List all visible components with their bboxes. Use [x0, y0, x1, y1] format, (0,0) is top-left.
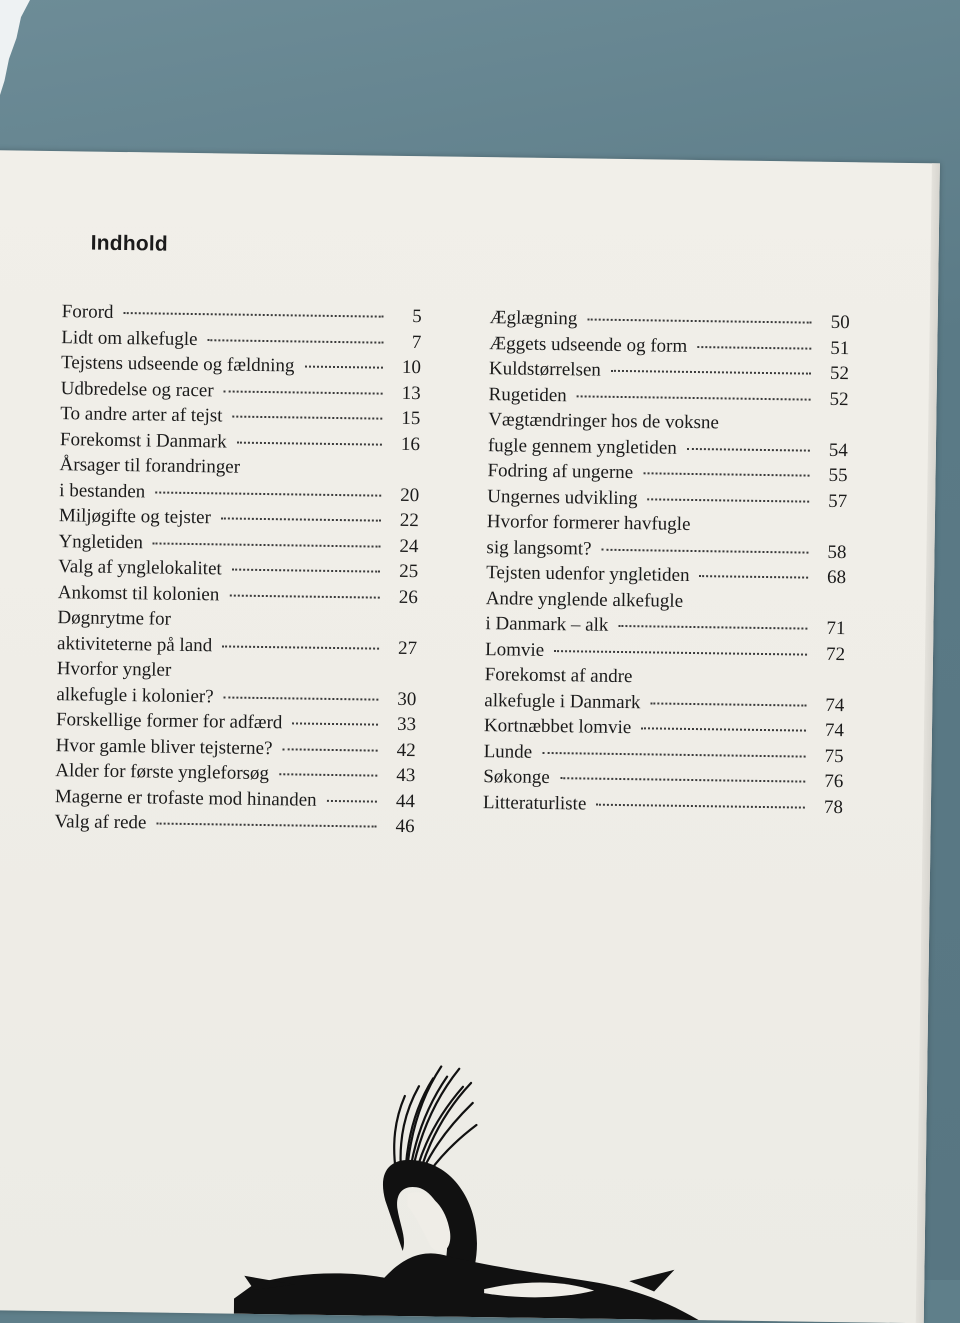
toc-entry-title: Søkonge: [483, 766, 550, 789]
toc-entry-title: Tejsten udenfor yngletiden: [486, 562, 690, 586]
dot-leader: [237, 441, 382, 445]
toc-entry-line: [483, 790, 843, 821]
toc-page-number: 46: [395, 815, 415, 838]
toc-page-number: 55: [828, 464, 848, 487]
toc-entry-title: Æglægning: [489, 307, 578, 330]
toc-left-column: [54, 299, 421, 839]
toc-page-number: 78: [823, 796, 844, 818]
toc-entry-title: Yngletiden: [58, 530, 144, 553]
toc-entry-title-line: Andre ynglende alkefugle: [485, 587, 684, 612]
toc-page-number: 76: [824, 770, 844, 793]
toc-entry-title: Ungernes udvikling: [487, 485, 638, 509]
dot-leader: [232, 416, 382, 420]
toc-entry-title: Fodring af ungerne: [487, 460, 634, 484]
toc-entry-title: Hvor gamle bliver tejsterne?: [55, 734, 273, 759]
dot-leader: [542, 751, 805, 757]
toc-page-number: 30: [397, 688, 417, 710]
toc-page-number: 33: [396, 713, 417, 736]
toc-entry-title: Tejstens udseende og fældning: [60, 352, 295, 377]
toc-entry-title: To andre arter af tejst: [60, 403, 223, 427]
toc-page-number: 27: [397, 637, 418, 659]
toc-page-number: 52: [829, 362, 850, 385]
black-guillemot-bird-icon: [234, 1014, 708, 1321]
page-title: Indhold: [90, 231, 169, 256]
toc-entry-title: Magerne er trofaste mod hinanden: [54, 785, 317, 811]
toc-entry-title: fugle gennem yngletiden: [487, 434, 677, 459]
toc-page-number: 68: [826, 566, 847, 589]
toc-page-number: 16: [400, 433, 421, 455]
toc-page-number: 44: [395, 790, 416, 812]
toc-page-number: 20: [400, 484, 420, 506]
toc-entry-title: i bestanden: [59, 479, 146, 502]
toc-page-number: 15: [401, 407, 421, 430]
toc-entry-title-line: Hvorfor formerer havfugle: [486, 511, 691, 535]
toc-entry: [54, 809, 414, 840]
dot-leader: [596, 803, 805, 808]
toc-page-number: 74: [825, 694, 845, 716]
toc-entry-title: aktiviteterne på land: [56, 632, 213, 656]
dot-leader: [156, 823, 376, 828]
dot-leader: [602, 548, 809, 553]
toc-entry: [488, 407, 849, 463]
toc-page-number: 72: [825, 643, 846, 665]
dot-leader: [560, 777, 806, 782]
toc-entry-title: alkefugle i Danmark: [484, 689, 641, 713]
toc-page-number: 58: [827, 541, 847, 563]
dot-leader: [699, 575, 808, 579]
toc-entry-title: Lunde: [483, 740, 533, 763]
toc-entry-title: Valg af ynglelokalitet: [58, 556, 222, 580]
toc-page-number: 43: [396, 764, 416, 787]
toc-entry-title: sig langsomt?: [486, 536, 592, 560]
dot-leader: [648, 498, 810, 502]
dot-leader: [697, 346, 811, 350]
toc-right-column: [483, 305, 850, 820]
toc-entry-title: alkefugle i kolonier?: [56, 683, 214, 707]
dot-leader: [304, 366, 383, 369]
toc-entry: [486, 509, 847, 565]
dot-leader: [208, 339, 384, 343]
toc-page-number: 54: [828, 439, 849, 461]
dot-leader: [155, 491, 381, 496]
dot-leader: [224, 390, 383, 394]
dot-leader: [554, 650, 807, 656]
toc-entry-title: Forord: [61, 301, 114, 323]
toc-entry-title: Ankomst til kolonien: [57, 581, 220, 605]
toc-page-number: 51: [830, 337, 850, 359]
toc-entry-title: Alder for første yngleforsøg: [55, 760, 270, 785]
toc-entry-title: i Danmark – alk: [485, 613, 609, 636]
toc-entry: [484, 662, 845, 718]
dot-leader: [224, 696, 379, 700]
dot-leader: [577, 395, 811, 400]
book-page: [0, 150, 940, 1323]
toc-entry: [57, 605, 418, 661]
dot-leader: [327, 799, 377, 802]
toc-page-number: 52: [829, 388, 849, 410]
toc-page-number: 10: [401, 356, 422, 379]
dot-leader: [153, 542, 381, 547]
toc-entry-title: Miljøgifte og tejster: [58, 505, 212, 529]
dot-leader: [292, 722, 378, 725]
toc-entry-title: Lidt om alkefugle: [61, 326, 198, 350]
toc-entry-title: Udbredelse og racer: [60, 377, 214, 401]
toc-entry: [59, 452, 420, 508]
toc-page-number: 13: [401, 382, 421, 404]
dot-leader: [643, 472, 809, 476]
dot-leader: [282, 748, 377, 751]
toc-entry: [483, 790, 843, 821]
toc-page-number: 50: [830, 311, 850, 334]
dot-leader: [650, 702, 806, 706]
dot-leader: [123, 312, 383, 318]
toc-page-number: 57: [828, 490, 848, 512]
toc-entry-title-line: Årsager til forandringer: [59, 454, 241, 478]
toc-entry-title: Lomvie: [484, 638, 545, 661]
toc-page-number: 26: [398, 586, 418, 608]
toc-entry-title: Kortnæbbet lomvie: [483, 715, 632, 739]
toc-page-number: 71: [826, 617, 846, 640]
toc-entry-title-line: Vægtændringer hos de voksne: [488, 409, 720, 434]
dot-leader: [641, 727, 806, 731]
dot-leader: [611, 370, 811, 375]
toc-page-number: 7: [411, 331, 422, 353]
toc-entry-title-line: Hvorfor yngler: [56, 658, 172, 681]
toc-entry-title: Forskellige former for adfærd: [55, 709, 283, 734]
toc-page-number: 5: [412, 306, 422, 328]
dot-leader: [229, 594, 380, 598]
toc-page-number: 24: [399, 535, 419, 557]
toc-entry-title: Kuldstørrelsen: [488, 358, 602, 381]
dot-leader: [618, 625, 807, 630]
dot-leader: [687, 447, 810, 451]
dot-leader: [221, 517, 381, 521]
dot-leader: [587, 318, 811, 323]
toc-entry-title-line: Forekomst af andre: [484, 664, 633, 688]
toc-page-number: 74: [824, 719, 845, 742]
toc-entry-title: Æggets udseende og form: [489, 332, 688, 357]
toc-entry: [56, 656, 417, 712]
toc-entry-title: Rugetiden: [488, 383, 567, 406]
dot-leader: [279, 773, 377, 776]
dot-leader: [222, 645, 379, 649]
toc-entry: [485, 586, 846, 642]
dot-leader: [232, 569, 380, 573]
toc-entry-title: Litteraturliste: [482, 791, 587, 815]
toc-page-number: 42: [396, 739, 416, 761]
toc-page-number: 22: [399, 509, 420, 532]
toc-page-number: 75: [824, 745, 844, 767]
toc-entry-title-line: Døgnrytme for: [57, 607, 172, 630]
toc-page-number: 25: [399, 560, 419, 583]
toc-entry-title: Forekomst i Danmark: [59, 428, 227, 452]
toc-entry-line: [54, 809, 414, 840]
toc-entry-title: Valg af rede: [54, 811, 147, 834]
